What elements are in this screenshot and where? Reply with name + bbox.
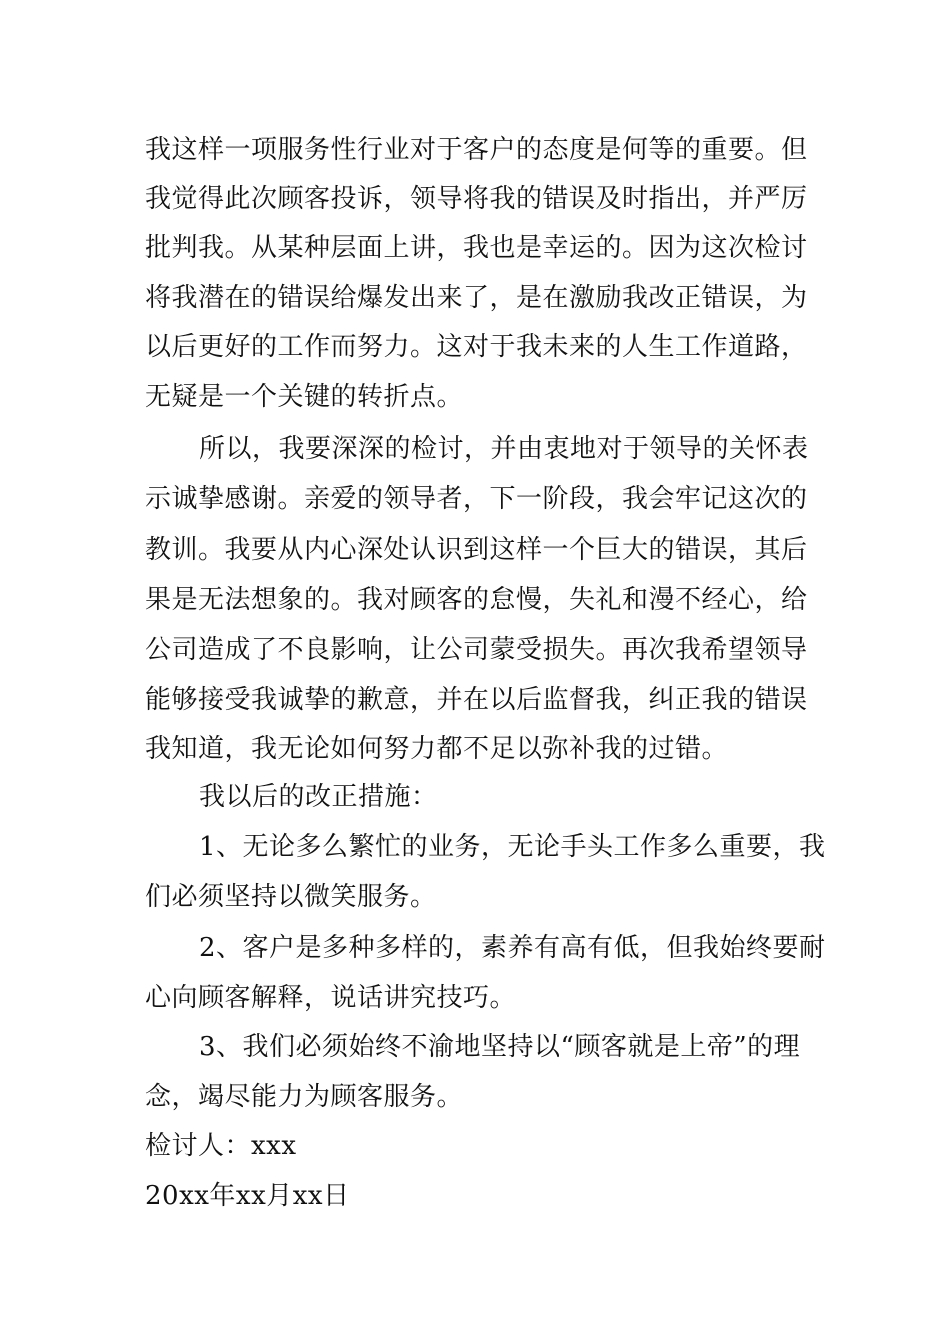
text-line: 以后更好的工作而努力。这对于我未来的人生工作道路，: [145, 332, 808, 362]
text-line: 们必须坚持以微笑服务。: [145, 882, 437, 912]
text-line: 批判我。从某种层面上讲，我也是幸运的。因为这次检讨: [145, 233, 808, 263]
text-line: 我知道，我无论如何努力都不足以弥补我的过错。: [145, 734, 729, 764]
measure-item-3: 3、我们必须始终不渝地坚持以“顾客就是上帝”的理: [199, 1032, 801, 1062]
text-line: 我觉得此次顾客投诉，领导将我的错误及时指出，并严厉: [145, 184, 808, 214]
measure-item-2: 2、客户是多种多样的，素养有高有低，但我始终要耐: [199, 933, 826, 963]
text-line: 公司造成了不良影响，让公司蒙受损失。再次我希望领导: [145, 635, 808, 665]
text-line: 我这样一项服务性行业对于客户的态度是何等的重要。但: [145, 135, 808, 165]
text-line: 心向顾客解释，说话讲究技巧。: [145, 983, 517, 1013]
text-line: 无疑是一个关键的转折点。: [145, 382, 464, 412]
text-line: 教训。我要从内心深处认识到这样一个巨大的错误，其后: [145, 535, 808, 565]
text-line: 果是无法想象的。我对顾客的怠慢，失礼和漫不经心，给: [145, 585, 808, 615]
measure-item-1: 1、无论多么繁忙的业务，无论手头工作多么重要，我: [199, 832, 826, 862]
text-line: 将我潜在的错误给爆发出来了，是在激励我改正错误，为: [145, 283, 808, 313]
date-line: 20xx年xx月xx日: [145, 1181, 350, 1211]
signature-line: 检讨人：xxx: [145, 1131, 297, 1161]
text-line: 念，竭尽能力为顾客服务。: [145, 1082, 464, 1112]
paragraph-start-line: 所以，我要深深的检讨，并由衷地对于领导的关怀表: [199, 434, 809, 464]
text-line: 示诚挚感谢。亲爱的领导者，下一阶段，我会牢记这次的: [145, 484, 808, 514]
measures-heading: 我以后的改正措施：: [199, 782, 438, 812]
text-line: 能够接受我诚挚的歉意，并在以后监督我，纠正我的错误: [145, 685, 808, 715]
